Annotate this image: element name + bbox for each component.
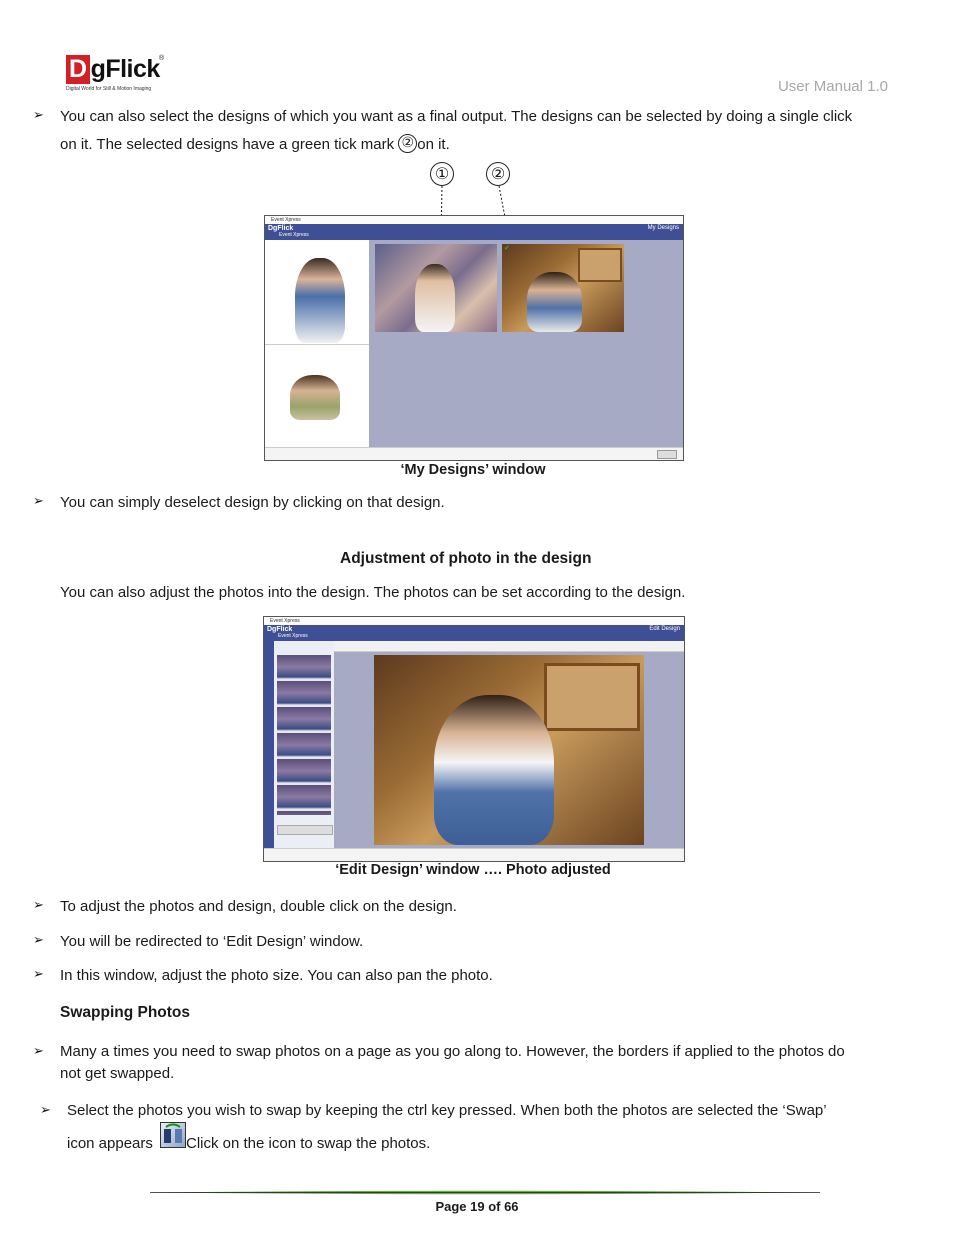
girl-photo-thumb[interactable] xyxy=(290,375,340,420)
my-designs-window-screenshot xyxy=(264,215,684,461)
section-heading-swapping: Swapping Photos xyxy=(60,1004,191,1021)
swap-icon xyxy=(160,1122,186,1148)
list-item: You will be redirected to ‘Edit Design’ window. xyxy=(60,933,364,950)
paragraph-line: Select the photos you wish to swap by keeping the ctrl key pressed. When both the photos are selected the ‘Swap’ xyxy=(67,1102,827,1119)
bullet-arrow-icon: ➢ xyxy=(33,897,44,912)
paragraph-line: not get swapped. xyxy=(60,1065,175,1082)
app-logo: DgFlick xyxy=(267,626,293,633)
ready-tone-button[interactable] xyxy=(277,825,333,835)
bullet-arrow-icon: ➢ xyxy=(33,107,44,122)
bullet-arrow-icon: ➢ xyxy=(33,932,44,947)
photo-thumbnails-panel xyxy=(265,240,370,448)
design-thumbnail-2[interactable] xyxy=(502,244,624,332)
marker-2-icon: ② xyxy=(398,134,417,153)
design-thumbnail-1[interactable] xyxy=(375,244,497,332)
panel-title: My Designs xyxy=(647,225,679,231)
paragraph-line: icon appears xyxy=(67,1135,153,1152)
logo-tagline: Digital World for Still & Motion Imaging xyxy=(66,86,152,92)
edit-toolbar[interactable] xyxy=(334,641,684,652)
window-titlebar: Event Xpress xyxy=(264,617,684,626)
paragraph-adjust-intro: You can also adjust the photos into the design. The photos can be set according to the design. xyxy=(60,584,686,601)
page-number: Page 19 of 66 xyxy=(435,1199,519,1214)
paragraph-line: on it. The selected designs have a green tick mark ② on it. xyxy=(60,135,450,153)
marker-2-icon: ② xyxy=(486,162,510,186)
green-tick-icon: ✔ xyxy=(504,245,510,252)
designs-workspace xyxy=(369,240,683,448)
backgrounds-panel xyxy=(274,641,334,849)
window-footer-bar xyxy=(264,848,684,861)
bullet-arrow-icon: ➢ xyxy=(33,493,44,508)
window-footer-bar xyxy=(265,447,683,460)
app-header-bar: DgFlick Event Xpress My Designs xyxy=(265,224,683,240)
panel-title: Edit Design xyxy=(649,626,680,632)
footer-rule xyxy=(150,1190,820,1195)
paragraph-swap-steps xyxy=(67,1097,917,1125)
paragraph-select-designs xyxy=(60,103,910,159)
app-logo: DgFlick xyxy=(268,225,294,232)
app-header-bar: DgFlick Event Xpress Edit Design xyxy=(264,625,684,641)
figure1-caption: ‘My Designs’ window xyxy=(400,462,546,478)
bullet-arrow-icon: ➢ xyxy=(33,1043,44,1058)
dgflick-logo: D gFlick ® Digital World for Still & Motion Imaging xyxy=(66,55,165,92)
bullet-arrow-icon: ➢ xyxy=(40,1102,51,1117)
list-item: In this window, adjust the photo size. You can also pan the photo. xyxy=(60,967,493,984)
marker-1-icon: ① xyxy=(430,162,454,186)
figure2-caption: ‘Edit Design’ window …. Photo adjusted xyxy=(335,862,611,878)
done-button[interactable] xyxy=(657,450,677,459)
paragraph-swap-intro xyxy=(60,1041,910,1085)
paragraph-line: Many a times you need to swap photos on a page as you go along to. However, the borders if applied to the photos do xyxy=(60,1043,845,1060)
paragraph-deselect: You can simply deselect design by clicking on that design. xyxy=(60,494,445,511)
background-thumbnails-grid[interactable] xyxy=(277,655,331,815)
bullet-arrow-icon: ➢ xyxy=(33,966,44,981)
window-titlebar: Event Xpress xyxy=(265,216,683,225)
edit-workspace xyxy=(334,652,684,849)
side-tabs[interactable] xyxy=(264,641,274,849)
section-heading-adjustment: Adjustment of photo in the design xyxy=(340,550,592,567)
paragraph-line: Click on the icon to swap the photos. xyxy=(186,1135,431,1152)
manual-version-label: User Manual 1.0 xyxy=(777,78,888,95)
couple-photo-thumb[interactable] xyxy=(295,258,345,343)
design-canvas[interactable] xyxy=(374,655,644,845)
list-item: To adjust the photos and design, double click on the design. xyxy=(60,898,457,915)
paragraph-line: You can also select the designs of which you want as a final output. The designs can be selected by doing a single click xyxy=(60,108,853,125)
edit-design-window-screenshot xyxy=(263,616,685,862)
